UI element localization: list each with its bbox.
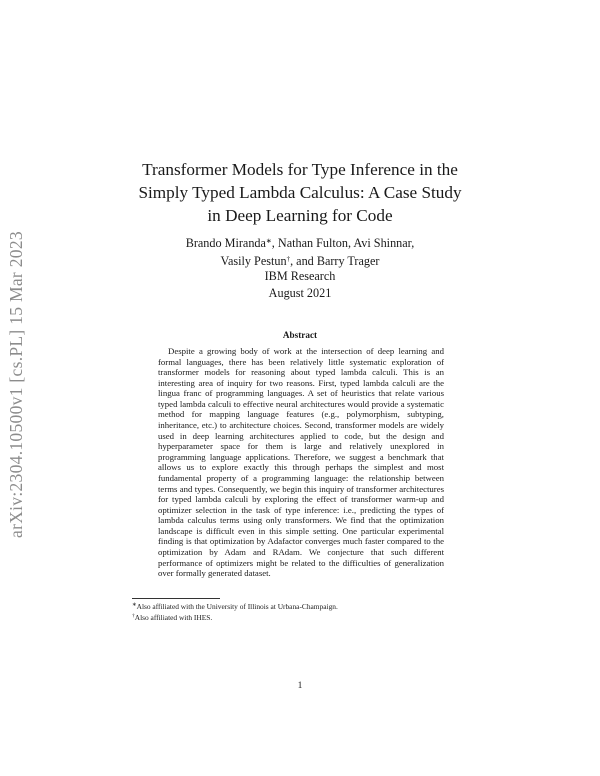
author-line-2 [120, 252, 480, 270]
author-name: Vasily Pestun [220, 253, 287, 268]
affiliation: IBM Research [264, 269, 336, 283]
abstract-body: Despite a growing body of work at the intersection of deep learning and formal languages, there has been relatively little systematic exploration of transformer models for reasoning about typed lambda calculi. This is an interesting area of inquiry for two reasons. First, typed lambda calculi are the lingua franc of programming languages. A set of heuristics that relate various typed lambda calculi to effective neural architectures would provide a systematic method for mapping language features (e.g., polymorphism, subtyping, inheritance, etc.) to architecture choices. Second, transformer models are widely used in deep learning architectures applied to code, but the design and hyperparameter space for them is large and relatively unexplored in programming language applications. Therefore, we suggest a benchmark that allows us to explore exactly this through perhaps the simplest and most fundamental property of a programming language: the relationship between terms and types. Consequently, we begin this inquiry of transformer architectures for typed lambda calculi by exploring the effect of transformer warm-up and optimizer selection in the task of type inference: i.e., predicting the types of lambda calculus terms using only transformers. We find that the optimization landscape is difficult even in this simple setting. One particular experimental finding is that optimization by Adafactor converges much faster compared to the optimization by Adam and RAdam. We conjecture that such different performance of optimizers might be related to the difficulties of generalization over formally generated dataset. [158, 346, 444, 579]
author-line-1 [120, 234, 480, 252]
page-number: 1 [297, 681, 303, 691]
author-name: , and Barry Trager [290, 253, 380, 268]
title-line: Transformer Models for Type Inference in the [142, 160, 458, 179]
paper-title [120, 158, 480, 227]
abstract-heading: Abstract [282, 330, 318, 340]
footnote-divider [132, 598, 220, 599]
title-line: in Deep Learning for Code [207, 206, 393, 225]
footnote-marker: ∗ [265, 237, 272, 245]
publication-date: August 2021 [268, 286, 332, 300]
footnote [132, 612, 462, 623]
footnote-marker: † [286, 254, 291, 263]
footnote-text: Also affiliated with IHES. [134, 612, 213, 622]
footnote-marker: † [132, 612, 135, 619]
arxiv-identifier: arXiv:2304.10500v1 [cs.PL] 15 Mar 2023 [6, 231, 26, 539]
footnotes [132, 601, 462, 622]
author-name: Brando Miranda [185, 236, 266, 250]
title-line: Simply Typed Lambda Calculus: A Case Study [138, 183, 462, 202]
author-name: , Nathan Fulton, Avi Shinnar, [271, 236, 415, 250]
footnote-marker: ∗ [132, 602, 137, 608]
author-block [120, 234, 480, 285]
footnote [132, 601, 462, 612]
footnote-text: Also affiliated with the University of Illinois at Urbana-Champaign. [136, 602, 338, 611]
